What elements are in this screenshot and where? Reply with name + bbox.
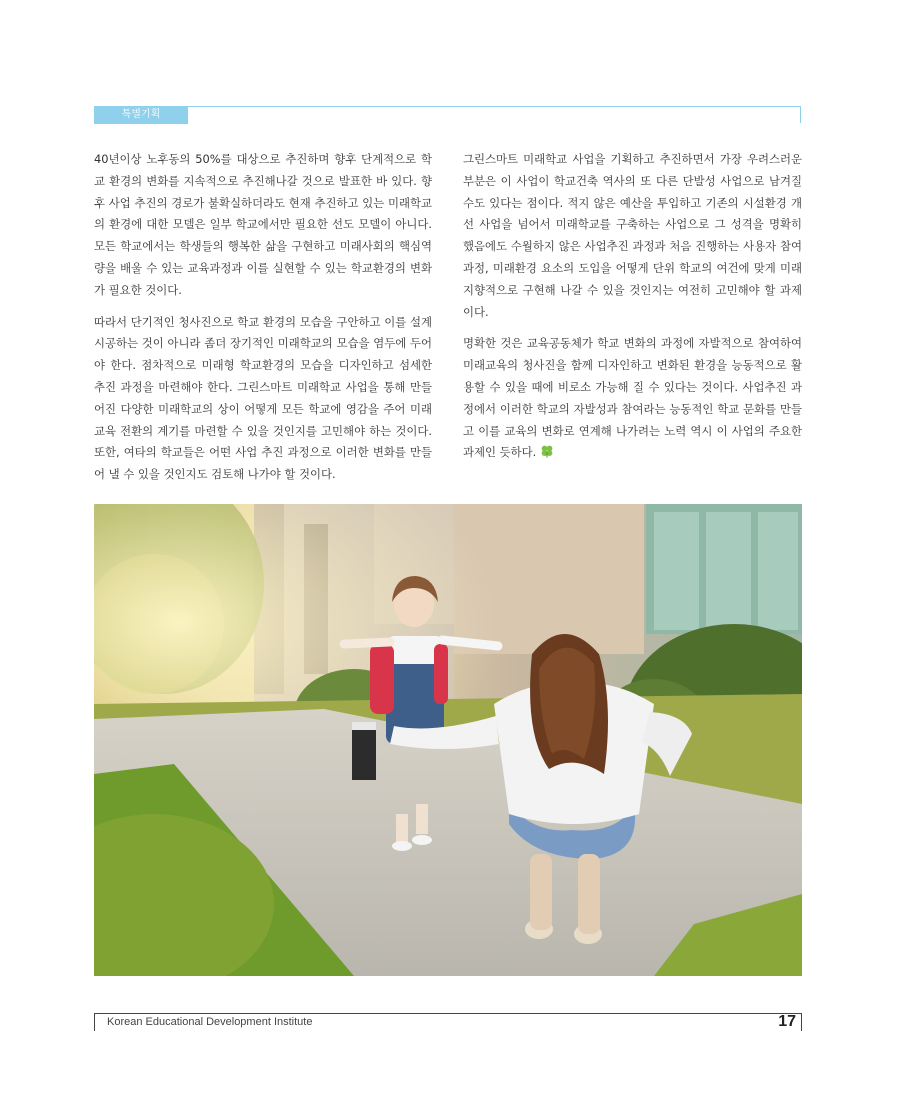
right-paragraph-2-text: 명확한 것은 교육공동체가 학교 변화의 과정에 자발적으로 참여하여 미래교육의 청사진을 함께 디자인하고 변화된 환경을 능동적으로 활용할 수 있을 때에 비로소 가능해 질 수 있다는 것이다. 사업추진 과정에서 이러한 학교의 자발성과 참여라는 능동적인 학교 문화를 만들고 이를 교육의 변화로 연계해 나가려는 노력 역시 이 사업의 주요한 과제인 듯하다. <box>463 336 802 460</box>
left-paragraph-1: 40년이상 노후동의 50%를 대상으로 추진하며 향후 단계적으로 학교 환경의 변화를 지속적으로 추진해나갈 것으로 발표한 바 있다. 향후 사업 추진의 경로가 불확실하더라도 현재 추진하고 있는 미래학교의 환경에 대한 모델은 일부 학교에서만 필요한 선도 모델이 아니다. 모든 학교에서는 학생들의 행복한 삶을 구현하고 미래사회의 핵심역량을 배울 수 있는 교육과정과 이를 실현할 수 있는 학교환경의 변화가 필요한 것이다. <box>94 152 432 297</box>
section-label: 특별기획 <box>94 106 188 124</box>
clover-icon <box>540 444 554 458</box>
right-paragraph-1: 그린스마트 미래학교 사업을 기획하고 추진하면서 가장 우려스러운 부분은 이 사업이 학교건축 역사의 또 다른 단발성 사업으로 남겨질 수도 있다는 점이다. 적지 않은 예산을 투입하고 기존의 시설환경 개선 사업을 넘어서 미래학교를 구축하는 사업으로 그 성격을 명확히 했음에도 수월하지 않은 사업추진 과정과 처음 진행하는 사용자 참여 과정, 미래환경 요소의 도입을 어떻게 단위 학교의 여건에 맞게 미래지향적으로 구현해 나갈 수 있을 것인지는 여전히 고민해야 할 과제이다. <box>463 152 802 319</box>
page-number: 17 <box>778 1013 796 1030</box>
photo-child-running-to-mother <box>94 504 802 976</box>
left-paragraph-2: 따라서 단기적인 청사진으로 학교 환경의 모습을 구안하고 이를 설계 시공하는 것이 아니라 좀더 장기적인 미래학교의 모습을 염두에 두어야 한다. 점차적으로 미래형 학교환경의 모습을 디자인하고 섬세한 추진 과정을 마련해야 한다. 그린스마트 미래학교 사업을 통해 만들어진 다양한 미래학교의 상이 어떻게 모든 학교에 영감을 주어 미래교육 전환의 계기를 마련할 수 있을 것인지를 고민해야 하는 것이다. 또한, 여타의 학교들은 어떤 사업 추진 과정으로 이러한 변화를 만들어 낼 수 있을 것인지도 검토해 나가야 할 것이다. <box>94 314 432 482</box>
right-column <box>463 149 802 474</box>
right-paragraph-2 <box>463 333 802 464</box>
footer-organization: Korean Educational Development Institute <box>107 1016 313 1028</box>
left-column <box>94 149 432 496</box>
header-rule <box>94 106 801 123</box>
